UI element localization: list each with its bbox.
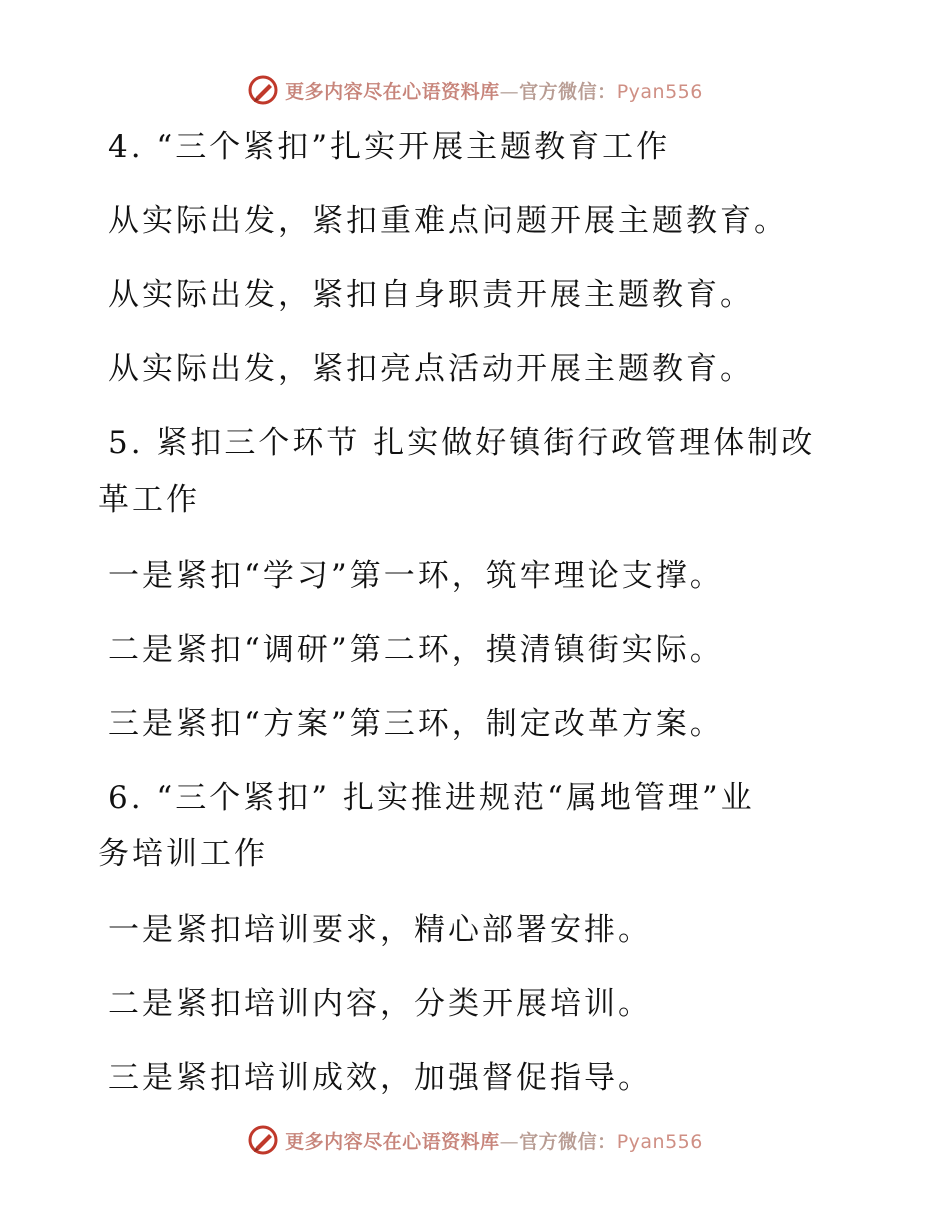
heading-item-5-continued: 革工作 [98,482,200,518]
watermark-text: 更多内容尽在心语资料库—官方微信：Pyan556 [285,1130,703,1153]
paragraph-line: 二是紧扣“调研”第二环，摸清镇街实际。 [108,632,724,668]
footer-watermark [0,1120,950,1160]
pen-logo-icon [247,1124,279,1156]
paragraph-line: 一是紧扣培训要求，精心部署安排。 [108,912,652,948]
paragraph-line: 一是紧扣“学习”第一环，筑牢理论支撑。 [108,558,724,594]
heading-item-6-continued: 务培训工作 [98,836,268,872]
paragraph-line: 从实际出发，紧扣亮点活动开展主题教育。 [108,351,754,387]
paragraph-line: 三是紧扣培训成效，加强督促指导。 [108,1060,652,1096]
heading-item-6: 6. “三个紧扣” 扎实推进规范“属地管理”业 [108,780,755,816]
paragraph-line: 从实际出发，紧扣重难点问题开展主题教育。 [108,203,788,239]
paragraph-line: 三是紧扣“方案”第三环，制定改革方案。 [108,706,724,742]
paragraph-line: 从实际出发，紧扣自身职责开展主题教育。 [108,277,754,313]
watermark-text: 更多内容尽在心语资料库—官方微信：Pyan556 [285,80,703,103]
heading-item-5: 5. 紧扣三个环节 扎实做好镇街行政管理体制改 [108,425,816,461]
heading-item-4: 4. “三个紧扣”扎实开展主题教育工作 [108,129,671,165]
paragraph-line: 二是紧扣培训内容，分类开展培训。 [108,986,652,1022]
